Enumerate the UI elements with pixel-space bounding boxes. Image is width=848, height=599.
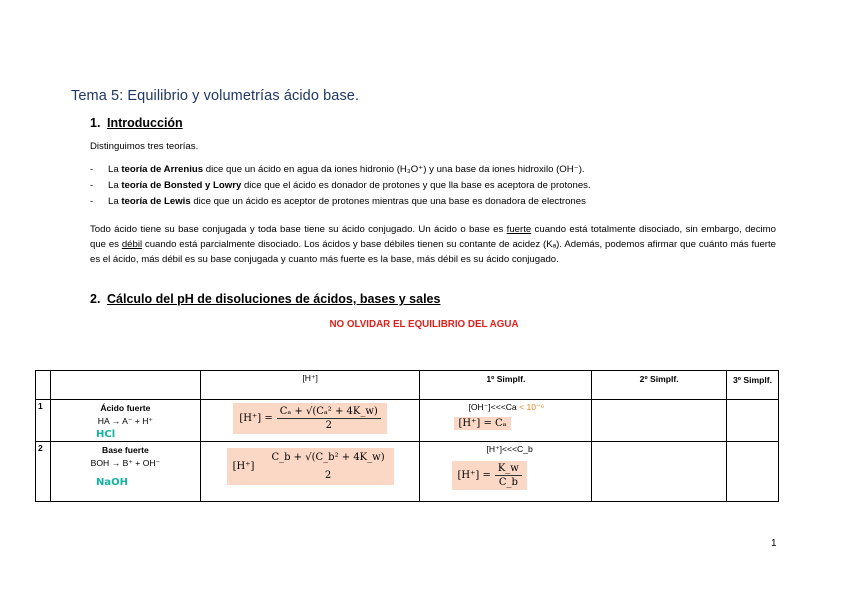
handwritten-note: HCl xyxy=(95,429,116,440)
header-cell-h: [H⁺] xyxy=(200,371,420,400)
header-cell-simpl3: 3º Simplf. xyxy=(727,371,779,400)
bullet-dash: - xyxy=(90,180,94,191)
header-cell-simpl2: 2º Simplf. xyxy=(592,371,727,400)
bullet-rest: dice que un ácido en agua da iones hidronio (H₃O⁺) y una base da iones hidroxilo (OH⁻). xyxy=(205,164,585,175)
debil-underlined: débil xyxy=(121,239,143,251)
acid-base-paragraph xyxy=(90,222,776,268)
section-2-heading xyxy=(90,292,440,306)
intro-text: Distinguimos tres teorías. xyxy=(90,141,199,152)
simpl-condition xyxy=(420,402,591,413)
formula-cell xyxy=(200,400,420,442)
simpl-condition-note: < 10⁻⁶ xyxy=(516,402,545,412)
formula-fraction xyxy=(268,452,387,481)
simpl-condition-text: [OH⁻]<<<Ca xyxy=(468,402,517,412)
simpl2-cell xyxy=(592,442,727,502)
h-formula-acid xyxy=(233,403,386,434)
fuerte-underlined: fuerte xyxy=(506,224,532,235)
header-cell xyxy=(50,371,200,400)
formula-cell xyxy=(200,442,420,502)
formula-denominator: 2 xyxy=(324,470,332,481)
section-1-heading xyxy=(90,116,183,130)
bullet-bold: teoría de Lewis xyxy=(121,196,191,207)
row-name: Base fuerte xyxy=(101,445,149,455)
paragraph-part: Todo ácido tiene su base conjugada y toda base tiene su ácido conjugado. Un ácido o base es xyxy=(90,224,507,235)
simpl1-cell xyxy=(420,442,592,502)
bullet-prefix: La xyxy=(108,180,122,191)
formula-numerator: C_b + √(C_b² + 4K_w) xyxy=(271,452,385,463)
simpl3-cell xyxy=(727,442,779,502)
formula-fraction xyxy=(277,406,381,431)
row-number: 2 xyxy=(36,442,51,502)
simpl-formula-numerator: K_w xyxy=(495,463,522,476)
formula-lhs: [H⁺] = xyxy=(239,413,273,424)
bullet-dash: - xyxy=(90,164,94,175)
row-number: 1 xyxy=(36,400,51,442)
simpl-formula-lhs: [H⁺] = xyxy=(457,470,491,481)
row-name: Ácido fuerte xyxy=(100,403,151,413)
bullet-rest: dice que el ácido es donador de protones y que lla base es aceptora de protones. xyxy=(241,180,591,191)
bullet-bold: teoría de Arrenius xyxy=(121,164,206,175)
bullet-prefix: La xyxy=(108,196,122,207)
section-1-title: Introducción xyxy=(107,116,183,130)
section-1-number: 1. xyxy=(90,116,101,130)
bullet-bold: teoría de Bonsted y Lowry xyxy=(121,180,242,191)
simpl-formula-base xyxy=(452,461,526,490)
simpl1-cell xyxy=(420,400,592,442)
formula-numerator: Cₐ + √(Cₐ² + 4K_w) xyxy=(277,406,381,419)
table-row xyxy=(36,442,779,502)
table-row xyxy=(36,400,779,442)
row-name-cell xyxy=(50,442,200,502)
bullet-lewis xyxy=(90,196,586,207)
formula-lhs: [H⁺] xyxy=(232,461,255,472)
bullet-dash: - xyxy=(90,196,94,207)
simpl-condition: [H⁺]<<<C_b xyxy=(486,444,533,454)
ph-calculation-table xyxy=(35,370,779,502)
bullet-rest: dice que un ácido es aceptor de protones mientras que una base es donadora de electrones xyxy=(190,196,586,207)
section-2-number: 2. xyxy=(90,292,101,306)
bullet-arrenius xyxy=(90,164,585,175)
simpl3-cell xyxy=(727,400,779,442)
handwritten-note: NaOH xyxy=(95,477,128,488)
simpl-formula-acid: [H⁺] = Cₐ xyxy=(454,417,510,430)
water-equilibrium-warning: NO OLVIDAR EL EQUILIBRIO DEL AGUA xyxy=(329,319,519,330)
bullet-bronsted xyxy=(90,180,591,191)
table-header-row xyxy=(36,371,779,400)
simpl2-cell xyxy=(592,400,727,442)
row-name-cell xyxy=(50,400,200,442)
paragraph-part: cuando está parcialmente disociado. Los ácidos y base débiles tienen su contante de acidez (Kₐ). Además, podemos afirmar que cuánto más fuerte es el ácido, más débil es su base conjugada y cuanto más fuerte es la base, más débil es su ácido conjugado. xyxy=(90,239,776,266)
simpl-formula-denominator: C_b xyxy=(498,477,518,488)
header-cell xyxy=(36,371,51,400)
bullet-prefix: La xyxy=(108,164,122,175)
formula-denominator: 2 xyxy=(325,420,332,431)
simpl-formula-fraction xyxy=(495,463,522,488)
paragraph-part: cuando está totalmente disociado, sin embargo, decimo que es xyxy=(90,224,776,251)
page-number: 1 xyxy=(771,538,777,549)
document-title: Tema 5: Equilibrio y volumetrías ácido base. xyxy=(71,88,360,104)
row-reaction: BOH → B⁺ + OH⁻ xyxy=(90,458,161,468)
section-2-title: Cálculo del pH de disoluciones de ácidos, bases y sales xyxy=(107,292,441,306)
h-formula-base xyxy=(227,448,394,485)
header-cell-simpl1: 1º Simplf. xyxy=(420,371,592,400)
row-reaction: HA → A⁻ + H⁺ xyxy=(97,416,153,426)
